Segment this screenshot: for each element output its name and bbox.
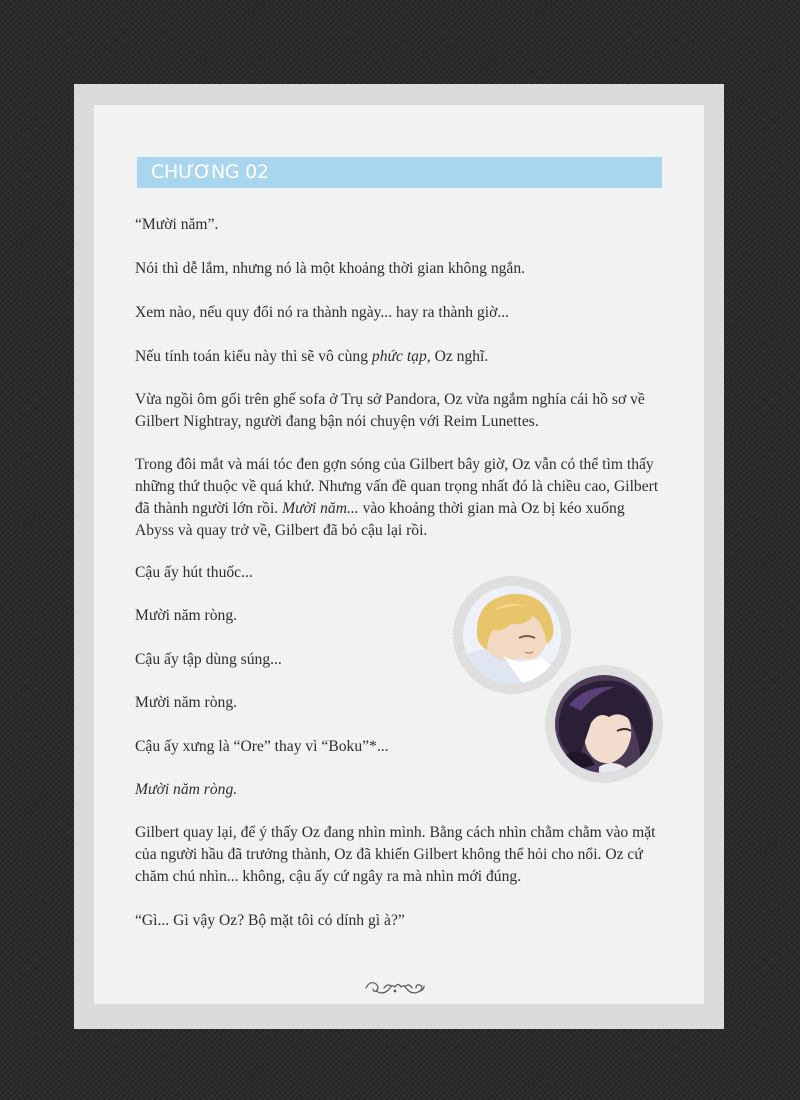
paragraph-13: Gilbert quay lại, để ý thấy Oz đang nhìn mình. Bằng cách nhìn chằm chằm vào mặt của người hầu đã trưởng thành, Oz đã khiến Gilbert không thể hỏi cho nổi. Oz cứ chăm chú nhìn... không, cậu ấy cứ ngây ra mà nhìn mới đúng. xyxy=(135,824,656,885)
paragraph-1: “Mười năm”. xyxy=(135,216,219,233)
blonde-character-portrait-icon xyxy=(463,586,561,684)
paragraph-4-emphasis: phức tạp xyxy=(371,348,427,365)
paragraph-5: Vừa ngồi ôm gối trên ghế sofa ở Trụ sở Pandora, Oz vừa ngắm nghía cái hồ sơ về Gilbert Nightray, người đang bận nói chuyện với Reim Lunettes. xyxy=(135,391,645,430)
paragraph-6-end: vào khoảng thời gian mà Oz bị kéo xuống Abyss và quay trở về, Gilbert đã bỏ cậu lại rồi. xyxy=(135,500,625,539)
paragraph-3: Xem nào, nếu quy đổi nó ra thành ngày... hay ra thành giờ... xyxy=(135,304,510,321)
paragraph-14: “Gì... Gì vậy Oz? Bộ mặt tôi có dính gì à?” xyxy=(135,912,405,929)
dark-haired-character-portrait-icon xyxy=(555,675,653,773)
paragraph-2: Nói thì dễ lắm, nhưng nó là một khoảng thời gian không ngắn. xyxy=(135,260,526,277)
avatar-dark-haired-character xyxy=(545,665,663,783)
paragraph-11: Cậu ấy xưng là “Ore” thay vì “Boku”*... xyxy=(135,738,389,755)
avatar-blonde-character xyxy=(453,576,571,694)
paragraph-6-start: Trong đôi mắt và mái tóc đen gợn sóng của Gilbert bây giờ, Oz vẫn có thể tìm thấy những thứ thuộc về quá khứ. Nhưng vấn đề quan trọng nhất đó là chiều cao, Gilbert đã thành người lớn rồi. xyxy=(135,456,659,517)
paragraph-9: Cậu ấy tập dùng súng... xyxy=(135,651,282,668)
paragraph-8: Mười năm ròng. xyxy=(135,607,238,624)
paragraph-7: Cậu ấy hút thuốc... xyxy=(135,564,253,581)
paragraph-6 xyxy=(135,454,665,542)
paragraph-4-start: Nếu tính toán kiểu này thì sẽ vô cùng xyxy=(135,348,372,365)
scroll-flourish-ornament-icon xyxy=(364,976,426,998)
paragraph-10: Mười năm ròng. xyxy=(135,694,238,711)
chapter-title: CHƯƠNG 02 xyxy=(137,157,662,188)
paragraph-4 xyxy=(135,346,665,368)
paragraph-6-emphasis: Mười năm... xyxy=(282,500,359,517)
paragraph-12: Mười năm ròng. xyxy=(135,781,238,798)
paragraph-4-end: , Oz nghĩ. xyxy=(426,348,489,365)
